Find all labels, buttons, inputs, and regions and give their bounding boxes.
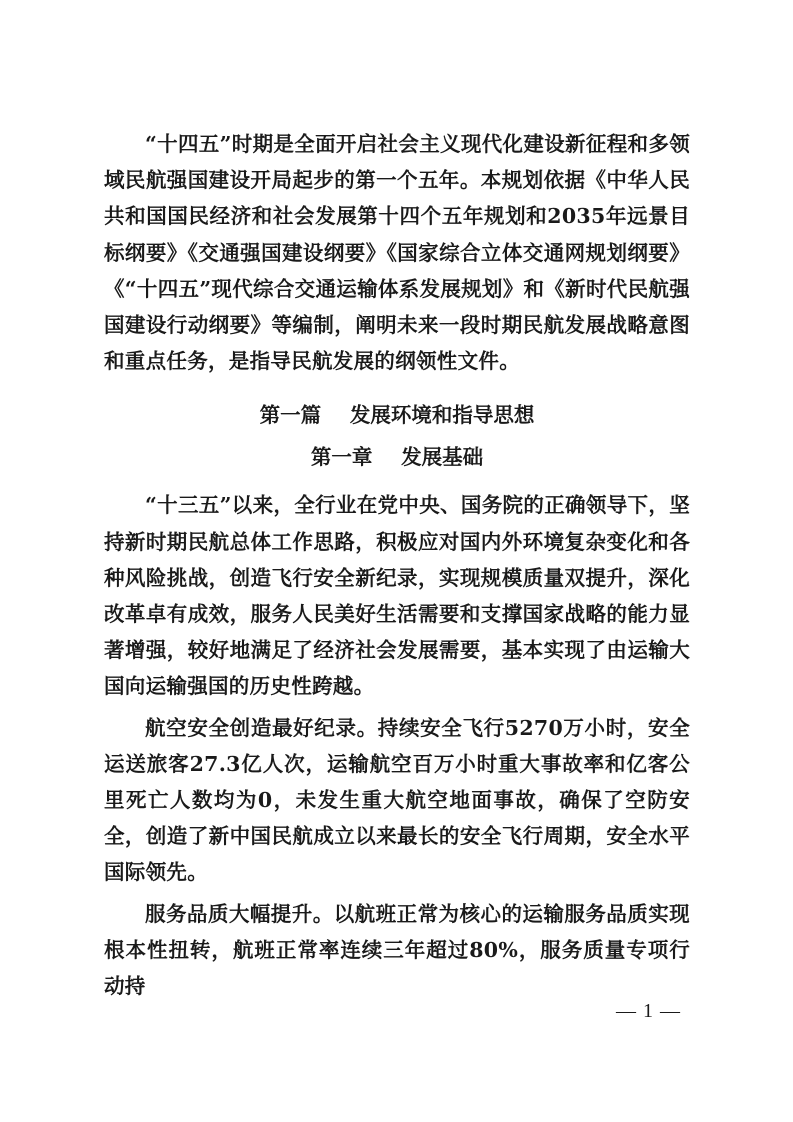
body-paragraph: 航空安全创造最好纪录。持续安全飞行5270万小时，安全运送旅客27.3亿人次，运输航空百万小时重大事故率和亿客公里死亡人数均为0，未发生重大航空地面事故，确保了空防安全，创造了新中国民航成立以来最长的安全飞行周期，安全水平国际领先。	[104, 715, 690, 885]
chapter-number: 第一章	[310, 445, 373, 470]
intro-paragraph: “十四五”时期是全面开启社会主义现代化建设新征程和多领域民航强国建设开局起步的第一个五年。本规划依据《中华人民共和国国民经济和社会发展第十四个五年规划和2035年远景目标纲要》《交通强国建设纲要》《国家综合立体交通网规划纲要》《“十四五”现代综合交通运输体系发展规划》和《新时代民航强国建设行动纲要》等编制，阐明未来一段时期民航发展战略意图和重点任务，是指导民航发展的纲领性文件。	[104, 132, 690, 374]
chapter-title: 发展基础	[401, 445, 484, 470]
body-paragraph: “十三五”以来，全行业在党中央、国务院的正确领导下，坚持新时期民航总体工作思路，积极应对国内外环境复杂变化和各种风险挑战，创造飞行安全新纪录，实现规模质量双提升，深化改革卓有成效，服务人民美好生活需要和支撑国家战略的能力显著增强，较好地满足了经济社会发展需要，基本实现了由运输大国向运输强国的历史性跨越。	[104, 493, 690, 699]
document-body	[104, 126, 690, 1004]
part-number: 第一篇	[259, 403, 322, 428]
chapter-heading	[104, 439, 690, 475]
body-paragraph: 服务品质大幅提升。以航班正常为核心的运输服务品质实现根本性扭转，航班正常率连续三年超过80%，服务质量专项行动持	[104, 901, 690, 999]
part-heading	[104, 397, 690, 433]
page-number: — 1 —	[616, 1000, 681, 1022]
part-title: 发展环境和指导思想	[349, 403, 535, 428]
